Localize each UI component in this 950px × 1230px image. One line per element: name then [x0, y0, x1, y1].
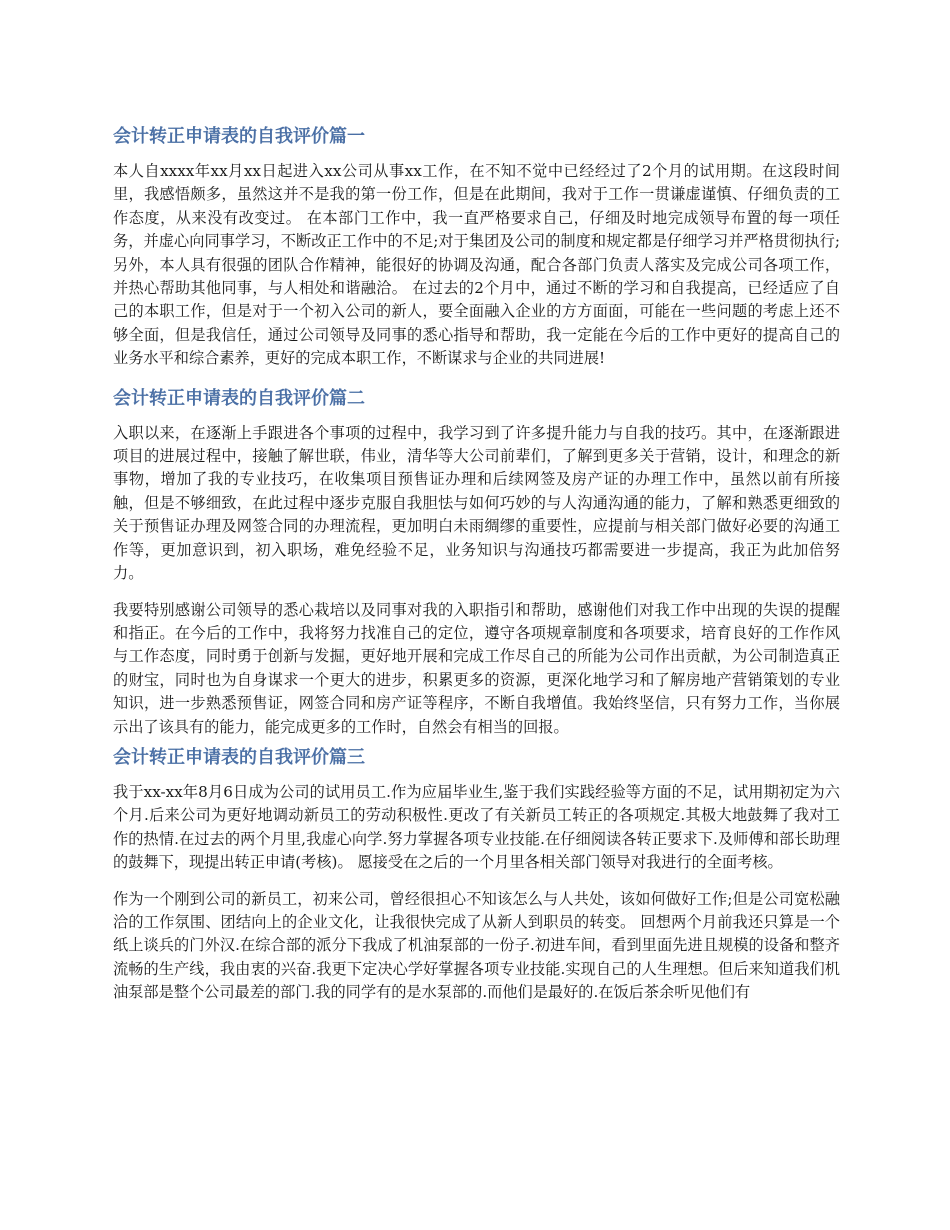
section-3-paragraph-1: 我于xx-xx年8月6日成为公司的试用员工.作为应届毕业生,鉴于我们实践经验等方面的不足，试用期初定为六个月.后来公司为更好地调动新员工的劳动积极性.更改了有关新员工转正的各项规定.其极大地鼓舞了我对工作的热情.在过去的两个月里,我虚心向学.努力掌握各项专业技能.在仔细阅读各转正要求下.及师傅和部长助理的鼓舞下，现提出转正申请(考核)。 愿接受在之后的一个月里各相关部门领导对我进行的全面考核。	[113, 782, 840, 872]
section-1-title: 会计转正申请表的自我评价篇一	[113, 126, 365, 147]
section-2-paragraph-2: 我要特别感谢公司领导的悉心栽培以及同事对我的入职指引和帮助，感谢他们对我工作中出现的失误的提醒和指正。在今后的工作中，我将努力找准自己的定位，遵守各项规章制度和各项要求，培育良好的工作作风与工作态度，同时勇于创新与发掘，更好地开展和完成工作尽自己的所能为公司作出贡献，为公司制造真正的财宝，同时也为自身谋求一个更大的进步，积累更多的资源，更深化地学习和了解房地产营销策划的专业知识，进一步熟悉预售证，网签合同和房产证等程序，不断自我增值。我始终坚信，只有努力工作，当你展示出了该具有的能力，能完成更多的工作时，自然会有相当的回报。	[113, 600, 840, 736]
section-2-paragraph-1: 入职以来，在逐渐上手跟进各个事项的过程中，我学习到了许多提升能力与自我的技巧。其中，在逐渐跟进项目的进展过程中，接触了解世联，伟业，清华等大公司前辈们，了解到更多关于营销，设计，和理念的新事物，增加了我的专业技巧，在收集项目预售证办理和后续网签及房产证的办理工作中，虽然以前有所接触，但是不够细致，在此过程中逐步克服自我胆怯与如何巧妙的与人沟通沟通的能力，了解和熟悉更细致的关于预售证办理及网签合同的办理流程，更加明白未雨绸缪的重要性，应提前与相关部门做好必要的沟通工作等，更加意识到，初入职场，难免经验不足，业务知识与沟通技巧都需要进一步提高，我正为此加倍努力。	[113, 423, 840, 583]
section-3-paragraph-2: 作为一个刚到公司的新员工，初来公司，曾经很担心不知该怎么与人共处，该如何做好工作;但是公司宽松融洽的工作氛围、团结向上的企业文化，让我很快完成了从新人到职员的转变。 回想两个月前我还只算是一个纸上谈兵的门外汉.在综合部的派分下我成了机油泵部的一份子.初进车间，看到里面先进且规模的设备和整齐流畅的生产线，我由衷的兴奋.我更下定决心学好掌握各项专业技能.实现自己的人生理想。但后来知道我们机油泵部是整个公司最差的部门.我的同学有的是水泵部的.而他们是最好的.在饭后茶余听见他们有	[113, 889, 840, 1002]
document-page	[113, 122, 840, 1018]
section-2-title: 会计转正申请表的自我评价篇二	[113, 387, 365, 409]
section-1-paragraph-1: 本人自xxxx年xx月xx日起进入xx公司从事xx工作，在不知不觉中已经经过了2个月的试用期。在这段时间里，我感悟颇多，虽然这并不是我的第一份工作，但是在此期间，我对于工作一贯谦虚谨慎、仔细负责的工作态度，从来没有改变过。 在本部门工作中，我一直严格要求自己，仔细及时地完成领导布置的每一项任务，并虚心向同事学习，不断改正工作中的不足;对于集团及公司的制度和规定都是仔细学习并严格贯彻执行;另外，本人具有很强的团队合作精神，能很好的协调及沟通，配合各部门负责人落实及完成公司各项工作，并热心帮助其他同事，与人相处和谐融洽。 在过去的2个月中，通过不断的学习和自我提高，已经适应了自己的本职工作，但是对于一个初入公司的新人，要全面融入企业的方方面面，可能在一些问题的考虑上还不够全面，但是我信任，通过公司领导及同事的悉心指导和帮助，我一定能在今后的工作中更好的提高自己的业务水平和综合素养，更好的完成本职工作，不断谋求与企业的共同进展!	[113, 162, 840, 368]
section-3-title: 会计转正申请表的自我评价篇三	[113, 746, 365, 768]
